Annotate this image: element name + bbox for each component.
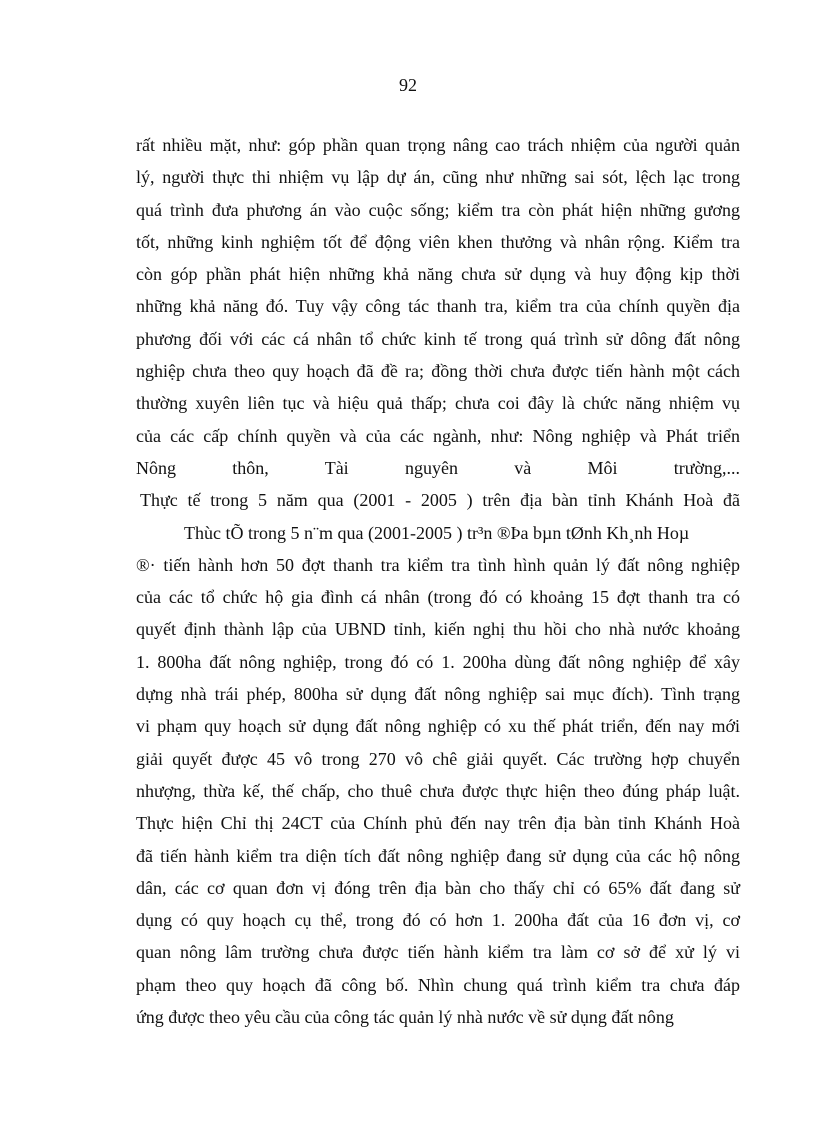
page-number: 92 bbox=[399, 75, 417, 95]
garbled-text-line: Thùc tÕ trong 5 n¨m qua (2001-2005 ) tr³n ®Þa bµn tØnh Kh¸nh Hoµ bbox=[184, 522, 690, 543]
text-line: dựng nhà trái phép, 800ha sử dụng đất nông nghiệp sai mục đích). Tình trạng bbox=[136, 684, 740, 705]
text-line: phương đối với các cá nhân tổ chức kinh tế trong quá trình sử dông đất nông bbox=[136, 328, 740, 349]
text-line: vi phạm quy hoạch sử dụng đất nông nghiệp có xu thế phát triển, đến nay mới bbox=[136, 716, 740, 737]
text-line: quan nông lâm trường chưa được tiến hành kiểm tra làm cơ sở để xử lý vi bbox=[136, 942, 740, 963]
text-line: Thực tế trong 5 năm qua (2001 - 2005 ) trên địa bàn tỉnh Khánh Hoà đã bbox=[140, 490, 740, 511]
text-line: ®· tiến hành hơn 50 đợt thanh tra kiểm tra tình hình quản lý đất nông nghiệp bbox=[136, 554, 740, 575]
text-line: của các cấp chính quyền và của các ngành, như: Nông nghiệp và Phát triển bbox=[136, 425, 740, 446]
text-line: Thực hiện Chỉ thị 24CT của Chính phủ đến nay trên địa bàn tỉnh Khánh Hoà bbox=[136, 813, 740, 834]
text-line: nhượng, thừa kế, thế chấp, cho thuê chưa được thực hiện theo đúng pháp luật. bbox=[136, 780, 740, 801]
text-line: rất nhiều mặt, như: góp phần quan trọng nâng cao trách nhiệm của người quản bbox=[136, 135, 740, 155]
text-line: lý, người thực thi nhiệm vụ lập dự án, cũng như những sai sót, lệch lạc trong bbox=[136, 167, 740, 188]
text-line: đã tiến hành kiểm tra diện tích đất nông nghiệp đang sử dụng của các hộ nông bbox=[136, 845, 740, 866]
text-line: những khả năng đó. Tuy vậy công tác thanh tra, kiểm tra của chính quyền địa bbox=[136, 296, 740, 317]
text-line: tốt, những kinh nghiệm tốt để động viên khen thưởng và nhân rộng. Kiểm tra bbox=[136, 231, 740, 252]
text-line: thường xuyên liên tục và hiệu quả thấp; chưa coi đây là chức năng nhiệm vụ bbox=[136, 393, 740, 414]
text-line: dân, các cơ quan đơn vị đóng trên địa bàn cho thấy chỉ có 65% đất đang sử bbox=[136, 877, 740, 898]
text-line: giải quyết được 45 vô trong 270 vô chê giải quyết. Các trường hợp chuyển bbox=[136, 748, 740, 769]
body-text bbox=[136, 129, 740, 1033]
text-line: 1. 800ha đất nông nghiệp, trong đó có 1. 200ha dùng đất nông nghiệp để xây bbox=[136, 651, 740, 672]
text-line: phạm theo quy hoạch đã công bố. Nhìn chung quá trình kiểm tra chưa đáp bbox=[136, 974, 740, 995]
text-line: ứng được theo yêu cầu của công tác quản lý nhà nước về sử dụng đất nông bbox=[136, 1007, 674, 1028]
text-line: quyết định thành lập của UBND tỉnh, kiến nghị thu hồi cho nhà nước khoảng bbox=[136, 619, 740, 640]
text-line: dụng có quy hoạch cụ thể, trong đó có hơn 1. 200ha đất của 16 đơn vị, cơ bbox=[136, 910, 740, 931]
text-line: quá trình đưa phương án vào cuộc sống; kiểm tra còn phát hiện những gương bbox=[136, 199, 740, 220]
text-line: còn góp phần phát hiện những khả năng chưa sử dụng và huy động kịp thời bbox=[136, 264, 740, 285]
text-line: nghiệp chưa theo quy hoạch đã đề ra; đồng thời chưa được tiến hành một cách bbox=[136, 361, 740, 382]
text-line: của các tổ chức hộ gia đình cá nhân (trong đó có khoảng 15 đợt thanh tra có bbox=[136, 587, 740, 608]
text-line: Nông thôn, Tài nguyên và Môi trường,... bbox=[136, 457, 740, 478]
